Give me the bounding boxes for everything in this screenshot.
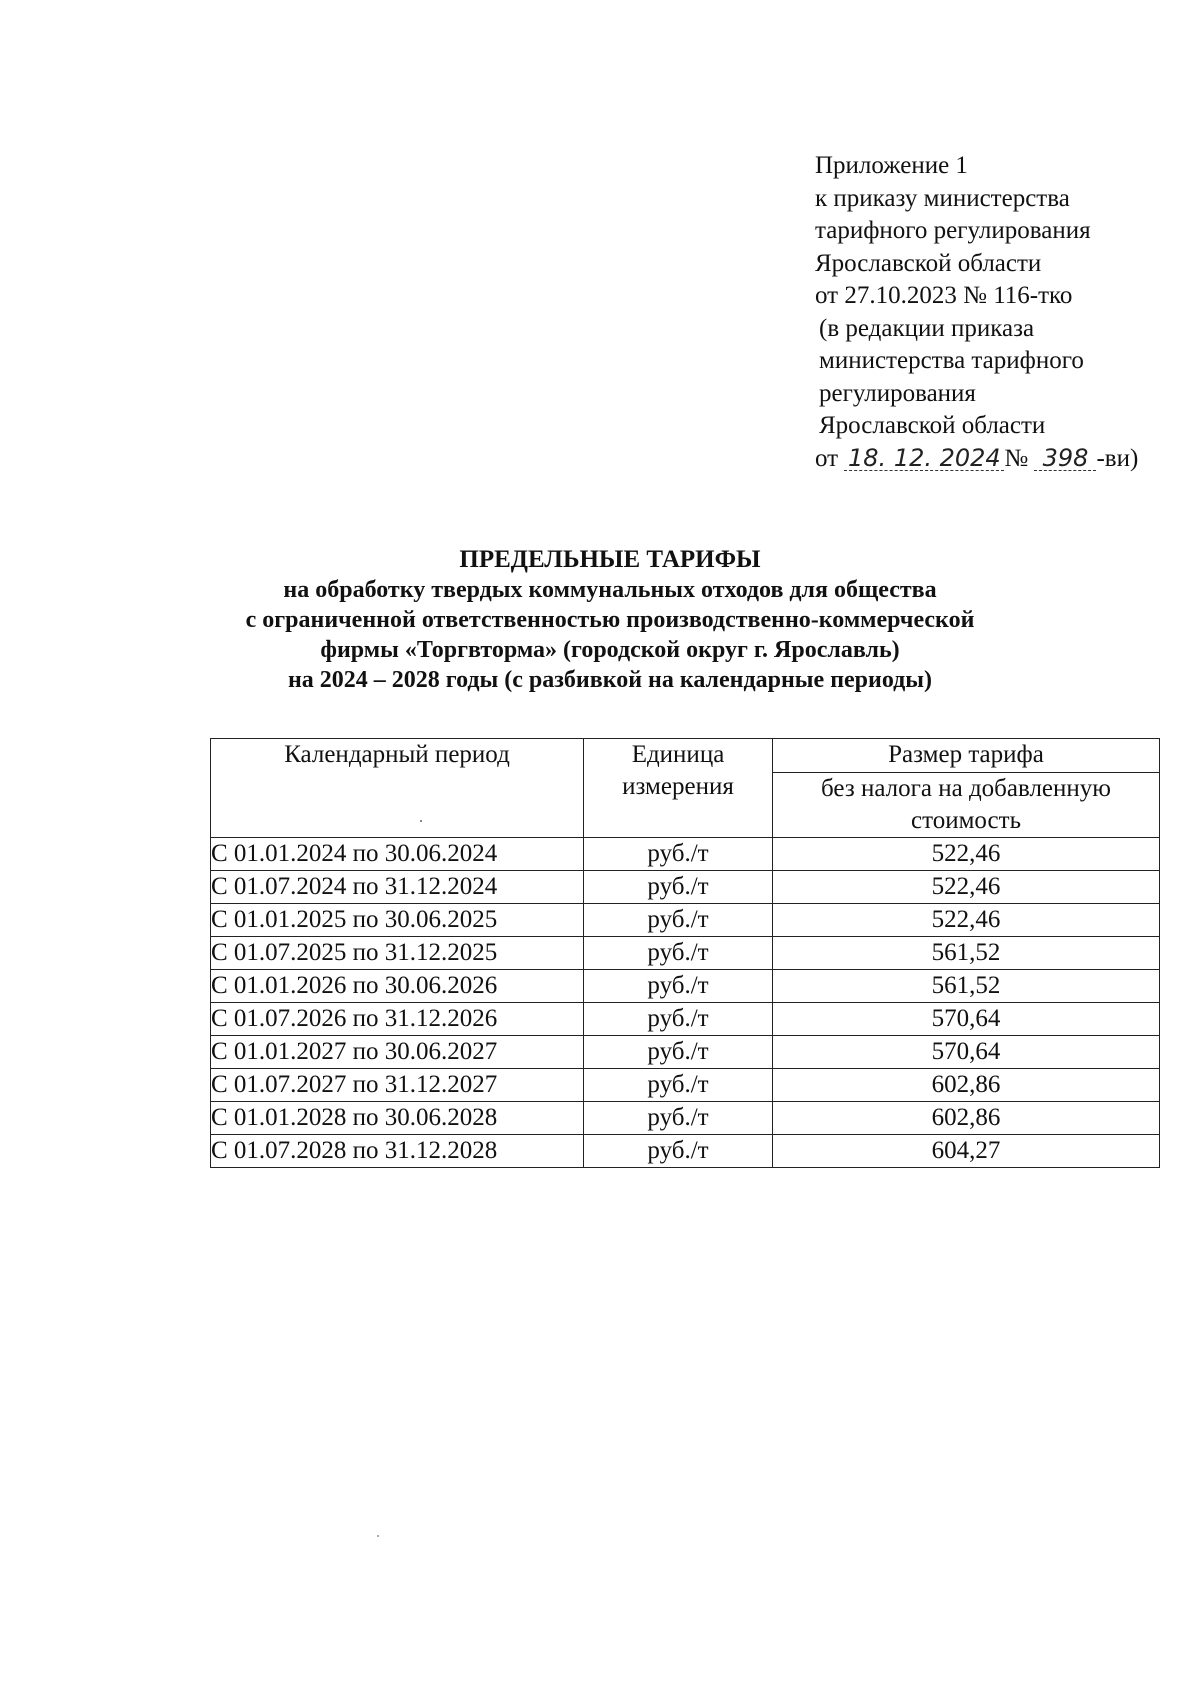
header-tariff-size: Размер тарифа [773, 739, 1160, 773]
period-cell: С 01.01.2025 по 30.06.2025 [211, 904, 584, 937]
tariff-value-cell: 602,86 [773, 1102, 1160, 1135]
header-unit [584, 739, 773, 838]
unit-cell: руб./т [584, 1135, 773, 1168]
tariff-value-cell: 570,64 [773, 1003, 1160, 1036]
appendix-line: министерства тарифного [819, 347, 1084, 374]
sign-suffix: -ви) [1096, 444, 1139, 472]
table-row [211, 871, 1160, 904]
header-unit-line: измерения [622, 773, 734, 800]
table-row [211, 1069, 1160, 1102]
title-line: на обработку твердых коммунальных отходов для общества [283, 577, 937, 603]
unit-cell: руб./т [584, 970, 773, 1003]
period-cell: С 01.07.2026 по 31.12.2026 [211, 1003, 584, 1036]
appendix-line: от 27.10.2023 № 116-тко [815, 282, 1073, 309]
period-cell: С 01.01.2026 по 30.06.2026 [211, 970, 584, 1003]
appendix-line: регулирования [819, 379, 976, 407]
amendment-signature-line [815, 443, 1138, 476]
tariff-value-cell: 522,46 [773, 871, 1160, 904]
appendix-line: (в редакции приказа [819, 314, 1035, 342]
tariff-value-cell: 561,52 [773, 970, 1160, 1003]
tariff-table [210, 738, 1160, 1168]
unit-cell: руб./т [584, 904, 773, 937]
tariff-value-cell: 522,46 [773, 838, 1160, 871]
scan-speck [377, 1535, 379, 1537]
table-row [211, 1003, 1160, 1036]
table-row [211, 1036, 1160, 1069]
unit-cell: руб./т [584, 937, 773, 970]
title-line: фирмы «Торгвторма» (городской округ г. Ярославль) [320, 637, 900, 663]
period-cell: С 01.07.2024 по 31.12.2024 [211, 871, 584, 904]
table-header-row [211, 739, 1160, 773]
table-row [211, 838, 1160, 871]
unit-cell: руб./т [584, 1102, 773, 1135]
tariff-value-cell: 561,52 [773, 937, 1160, 970]
sign-number-label: № [1004, 444, 1029, 472]
appendix-line: тарифного регулирования [815, 217, 1091, 244]
header-note-line: без налога на добавленную [821, 775, 1111, 802]
table-row [211, 970, 1160, 1003]
appendix-line: Ярославской области [815, 249, 1042, 277]
unit-cell: руб./т [584, 838, 773, 871]
tariff-value-cell: 570,64 [773, 1036, 1160, 1069]
appendix-block [815, 150, 1138, 475]
header-note-line: стоимость [911, 807, 1021, 834]
table-row [211, 1102, 1160, 1135]
period-cell: С 01.07.2027 по 31.12.2027 [211, 1069, 584, 1102]
title-line: с ограниченной ответственностью производственно-коммерческой [245, 607, 975, 633]
handwritten-date: 18. 12. 2024 [844, 446, 1004, 471]
header-period: Календарный период [211, 739, 584, 838]
table-row [211, 904, 1160, 937]
tariff-value-cell: 604,27 [773, 1135, 1160, 1168]
title-line: на 2024 – 2028 годы (с разбивкой на календарные периоды) [287, 667, 933, 693]
unit-cell: руб./т [584, 1036, 773, 1069]
header-unit-line: Единица [631, 741, 725, 768]
period-cell: С 01.07.2025 по 31.12.2025 [211, 937, 584, 970]
handwritten-number: 398 [1034, 446, 1096, 471]
document-title [200, 545, 1020, 695]
sign-prefix: от [815, 444, 839, 472]
period-cell: С 01.01.2027 по 30.06.2027 [211, 1036, 584, 1069]
title-main: ПРЕДЕЛЬНЫЕ ТАРИФЫ [459, 546, 761, 573]
table-row [211, 1135, 1160, 1168]
appendix-line: Ярославской области [819, 412, 1046, 439]
unit-cell: руб./т [584, 1003, 773, 1036]
scan-speck [420, 820, 422, 822]
header-tariff-note [773, 773, 1160, 838]
appendix-line: Приложение 1 [815, 152, 968, 179]
period-cell: С 01.01.2024 по 30.06.2024 [211, 838, 584, 871]
appendix-line: к приказу министерства [815, 184, 1070, 212]
tariff-value-cell: 602,86 [773, 1069, 1160, 1102]
period-cell: С 01.01.2028 по 30.06.2028 [211, 1102, 584, 1135]
tariff-value-cell: 522,46 [773, 904, 1160, 937]
table-row [211, 937, 1160, 970]
unit-cell: руб./т [584, 871, 773, 904]
period-cell: С 01.07.2028 по 31.12.2028 [211, 1135, 584, 1168]
unit-cell: руб./т [584, 1069, 773, 1102]
